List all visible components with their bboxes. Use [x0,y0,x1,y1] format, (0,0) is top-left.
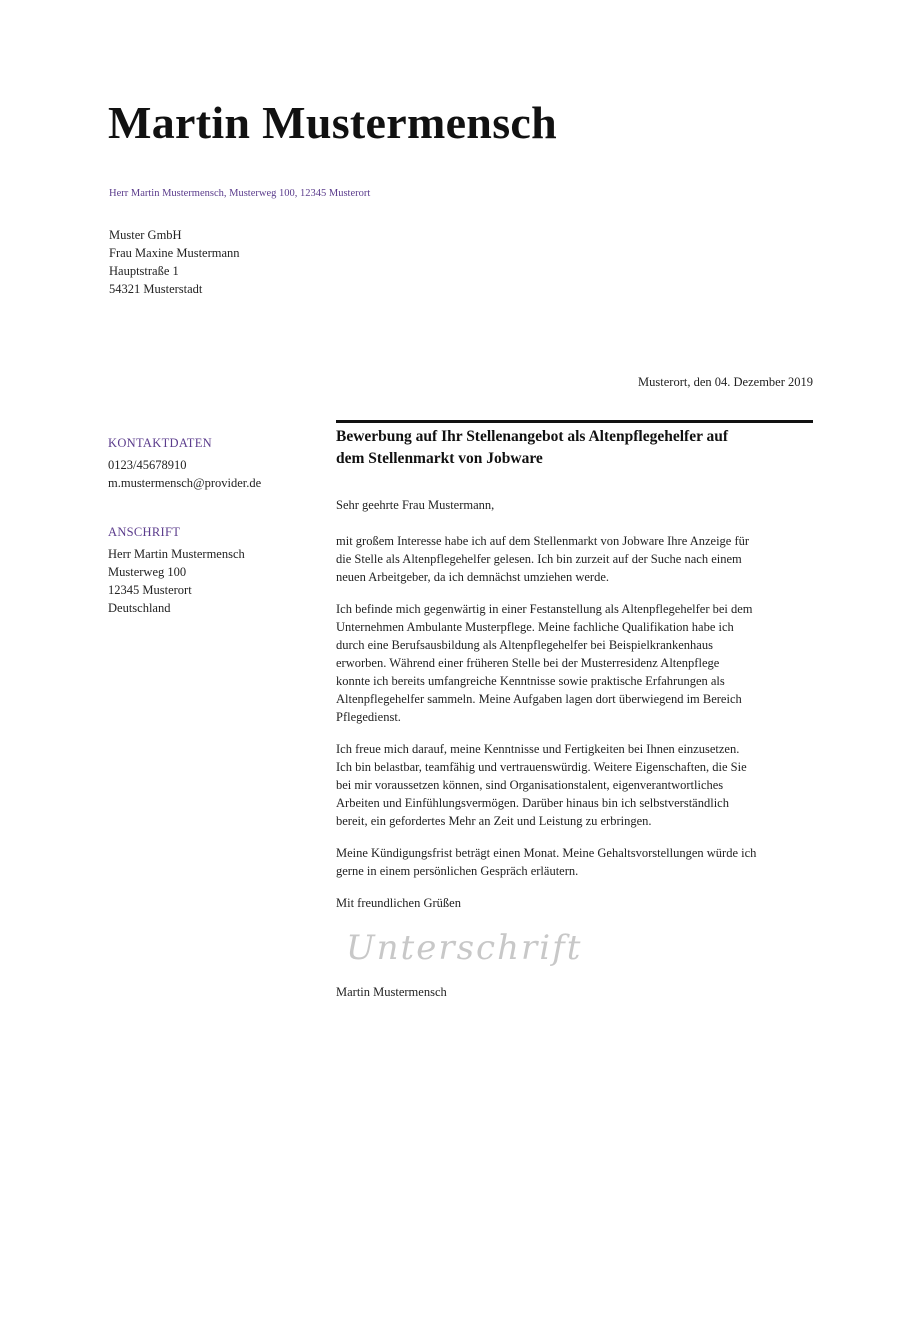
subject-line: dem Stellenmarkt von Jobware [336,450,543,467]
contact-info [108,456,261,492]
salutation: Sehr geehrte Frau Mustermann, [336,498,495,512]
text-line: die Stelle als Altenpflegehelfer gelesen. Ich bin zurzeit auf der Suche nach einem [336,552,742,566]
subject-line: Bewerbung auf Ihr Stellenangebot als Altenpflegehelfer auf [336,428,729,445]
text-line: durch eine Berufsausbildung als Altenpflegehelfer bei Beispielkrankenhaus [336,638,713,652]
sender-line: Herr Martin Mustermensch, Musterweg 100, 12345 Musterort [109,188,371,199]
text-line: gerne in einem persönlichen Gespräch erläutern. [336,864,579,878]
address-line: 12345 Musterort [108,583,192,597]
phone: 0123/45678910 [108,458,187,472]
recipient-line: Frau Maxine Mustermann [109,246,240,260]
recipient-line: Muster GmbH [109,228,182,242]
paragraph [336,740,747,830]
recipient-line: 54321 Musterstadt [109,282,203,296]
paragraph [336,844,756,880]
text-line: bereit, ein gefordertes Mehr an Zeit und Leistung zu erbringen. [336,814,652,828]
text-line: Unternehmen Ambulante Musterpflege. Meine fachliche Qualifikation habe ich [336,620,734,634]
text-line: Ich freue mich darauf, meine Kenntnisse und Fertigkeiten bei Ihnen einzusetzen. [336,742,740,756]
address-line: Herr Martin Mustermensch [108,547,245,561]
letter-subject [336,426,728,470]
paragraph [336,600,753,726]
text-line: bei mir voraussetzen können, sind Organisationstalent, eigenverantwortliches [336,778,724,792]
sender-address [108,545,245,617]
signer-name: Martin Mustermensch [336,985,447,999]
text-line: konnte ich bereits umfangreiche Kenntnisse sowie praktische Erfahrungen als [336,674,725,688]
paragraph [336,532,749,586]
address-line: Deutschland [108,601,171,615]
address-line: Musterweg 100 [108,565,187,579]
recipient-address [109,226,240,298]
page-title: Martin Mustermensch [108,97,557,148]
recipient-line: Hauptstraße 1 [109,264,179,278]
email: m.mustermensch@provider.de [108,476,262,490]
text-line: Ich bin belastbar, teamfähig und vertrauenswürdig. Weitere Eigenschaften, die Sie [336,760,747,774]
text-line: Ich befinde mich gegenwärtig in einer Festanstellung als Altenpflegehelfer bei dem [336,602,753,616]
text-line: neuen Arbeitgeber, da ich demnächst umziehen werde. [336,570,609,584]
subject-divider [336,420,813,423]
closing: Mit freundlichen Grüßen [336,896,461,910]
text-line: mit großem Interesse habe ich auf dem Stellenmarkt von Jobware Ihre Anzeige für [336,534,750,548]
contact-label: KONTAKTDATEN [108,436,212,450]
text-line: Pflegedienst. [336,710,401,724]
text-line: erworben. Während einer früheren Stelle bei der Musterresidenz Altenpflege [336,656,720,670]
address-label: ANSCHRIFT [108,525,181,539]
text-line: Meine Kündigungsfrist beträgt einen Monat. Meine Gehaltsvorstellungen würde ich [336,846,757,860]
text-line: Altenpflegehelfer sammeln. Meine Aufgaben lagen dort überwiegend im Bereich [336,692,742,706]
signature: Unterschrift [346,928,583,968]
letter-date: Musterort, den 04. Dezember 2019 [638,375,813,389]
text-line: Arbeiten und Einfühlungsvermögen. Darüber hinaus bin ich selbstverständlich [336,796,729,810]
